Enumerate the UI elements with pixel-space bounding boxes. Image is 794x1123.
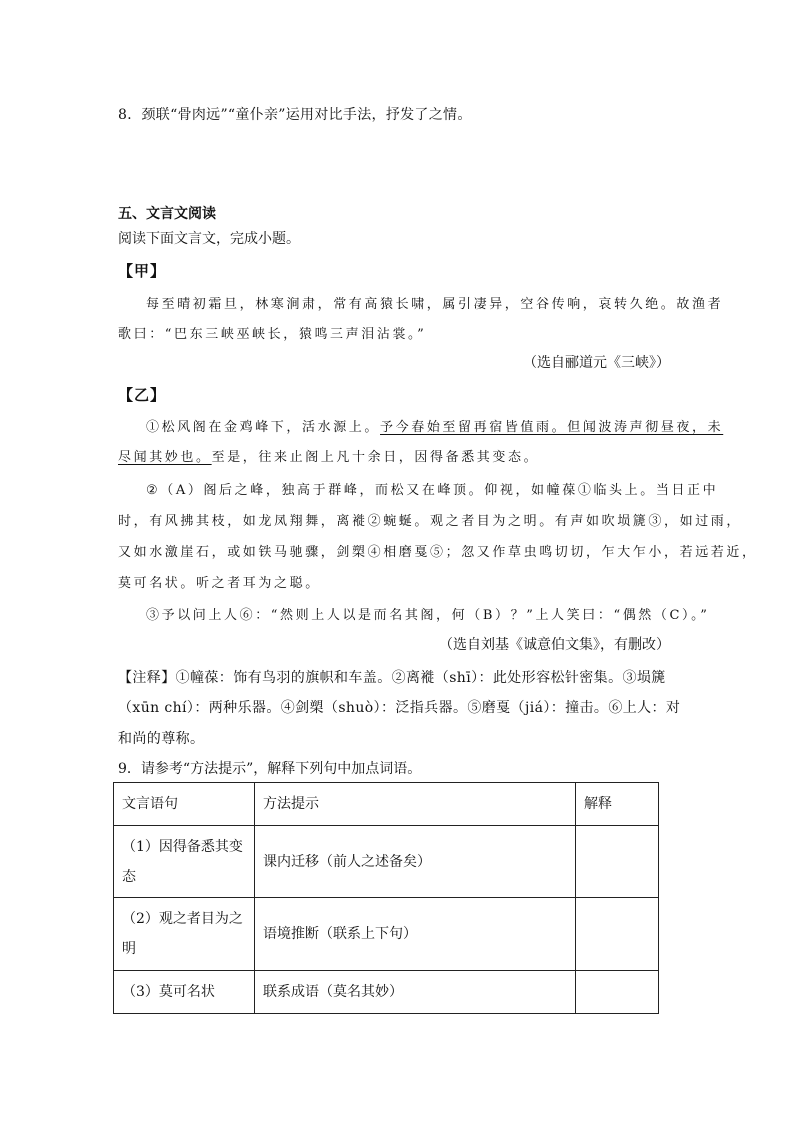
row-sentence-part-2: 明: [122, 941, 136, 957]
row-sentence-part-2: 态: [122, 868, 136, 885]
method-table: [113, 782, 659, 1014]
table-row: [114, 826, 659, 898]
row-hint: 联系成语（莫名其妙）: [255, 971, 576, 1014]
passage-jia-source: （选自郦道元《三峡》）: [523, 355, 670, 371]
passage-yi-tag: 【乙】: [118, 386, 167, 404]
header-hint: 方法提示: [255, 783, 576, 826]
table-row: [114, 898, 659, 971]
table-header-row: [114, 783, 659, 826]
passage-yi-p2-line-2: 时，有风拂其枝，如龙凤翔舞，离褷②蜿蜒。观之者目为之明。有声如吹埙篪③，如过雨，: [118, 514, 743, 529]
passage-yi-p1-text: ①松风阁在金鸡峰下，活水源上。: [146, 420, 381, 435]
notes-line-1: 【注释】①幢葆：饰有鸟羽的旗帜和车盖。②离褷（shī）：此处形容松针密集。③埙篪: [118, 670, 666, 686]
row-sentence-part-1: （2）观之者目为之: [122, 911, 243, 927]
passage-yi-p2-line-3: 又如水激崖石，或如铁马驰骤，剑槊④相磨戛⑤；忽又作草虫鸣切切，乍大乍小，若远若近，: [118, 545, 758, 560]
passage-yi-source: （选自刘基《诚意伯文集》，有删改）: [439, 637, 670, 653]
question-8: 8．颈联“骨肉远”“童仆亲”运用对比手法，抒发了之情。: [118, 107, 472, 123]
passage-yi-p3-line-1: ③予以问上人⑥：“然则上人以是而名其阁，何（B）？”上人笑曰：“偶然（C）。”: [146, 608, 710, 623]
notes-line-2: （xūn chí）：两种乐器。④剑槊（shuò）：泛指兵器。⑤磨戛（jiá）：撞击。⑥上人：对: [118, 700, 681, 716]
underlined-sentence: 予今春始至留再宿皆值雨。但闻波涛声彻昼夜，未: [380, 420, 724, 435]
answer-cell[interactable]: [576, 826, 659, 898]
header-answer: 解释: [576, 783, 659, 826]
passage-yi-p2-line-1: ②（A）阁后之峰，独高于群峰，而松又在峰顶。仰视，如幢葆①临头上。当日正中: [146, 483, 719, 498]
answer-cell[interactable]: [576, 971, 659, 1014]
passage-yi-p1-line-1: [146, 416, 723, 435]
passage-jia-tag: 【甲】: [118, 262, 167, 280]
section-title: 五、文言文阅读: [118, 206, 216, 222]
row-hint: 课内迁移（前人之述备矣）: [255, 826, 576, 898]
row-sentence-part-1: （3）莫可名状: [122, 984, 215, 1000]
row-sentence-part-1: （1）因得备悉其变: [122, 838, 243, 855]
table-row: [114, 971, 659, 1014]
row-sentence: [114, 898, 255, 971]
row-hint: 语境推断（联系上下句）: [255, 898, 576, 971]
row-sentence: [114, 826, 255, 898]
section-instruction: 阅读下面文言文，完成小题。: [118, 231, 300, 247]
underlined-sentence-end: 尽闻其妙也。: [118, 450, 212, 465]
passage-yi-p2-line-4: 莫可名状。听之者耳为之聪。: [118, 576, 321, 591]
answer-cell[interactable]: [576, 898, 659, 971]
passage-yi-p1-line-2: [118, 446, 539, 465]
row-sentence: [114, 971, 255, 1014]
passage-jia-line-1: 每至晴初霜旦，林寒涧肃，常有高猿长啸，属引凄异，空谷传响，哀转久绝。故渔者: [146, 297, 724, 312]
notes-line-3: 和尚的尊称。: [118, 731, 205, 747]
header-sentence: 文言语句: [114, 783, 255, 826]
passage-yi-p1-text-end: 至是，往来止阁上凡十余日，因得备悉其变态。: [211, 450, 540, 465]
passage-jia-line-2: 歌曰：“巴东三峡巫峡长，猿鸣三声泪沾裳。”: [118, 327, 427, 342]
question-9: 9．请参考“方法提示”，解释下列句中加点词语。: [118, 761, 422, 777]
